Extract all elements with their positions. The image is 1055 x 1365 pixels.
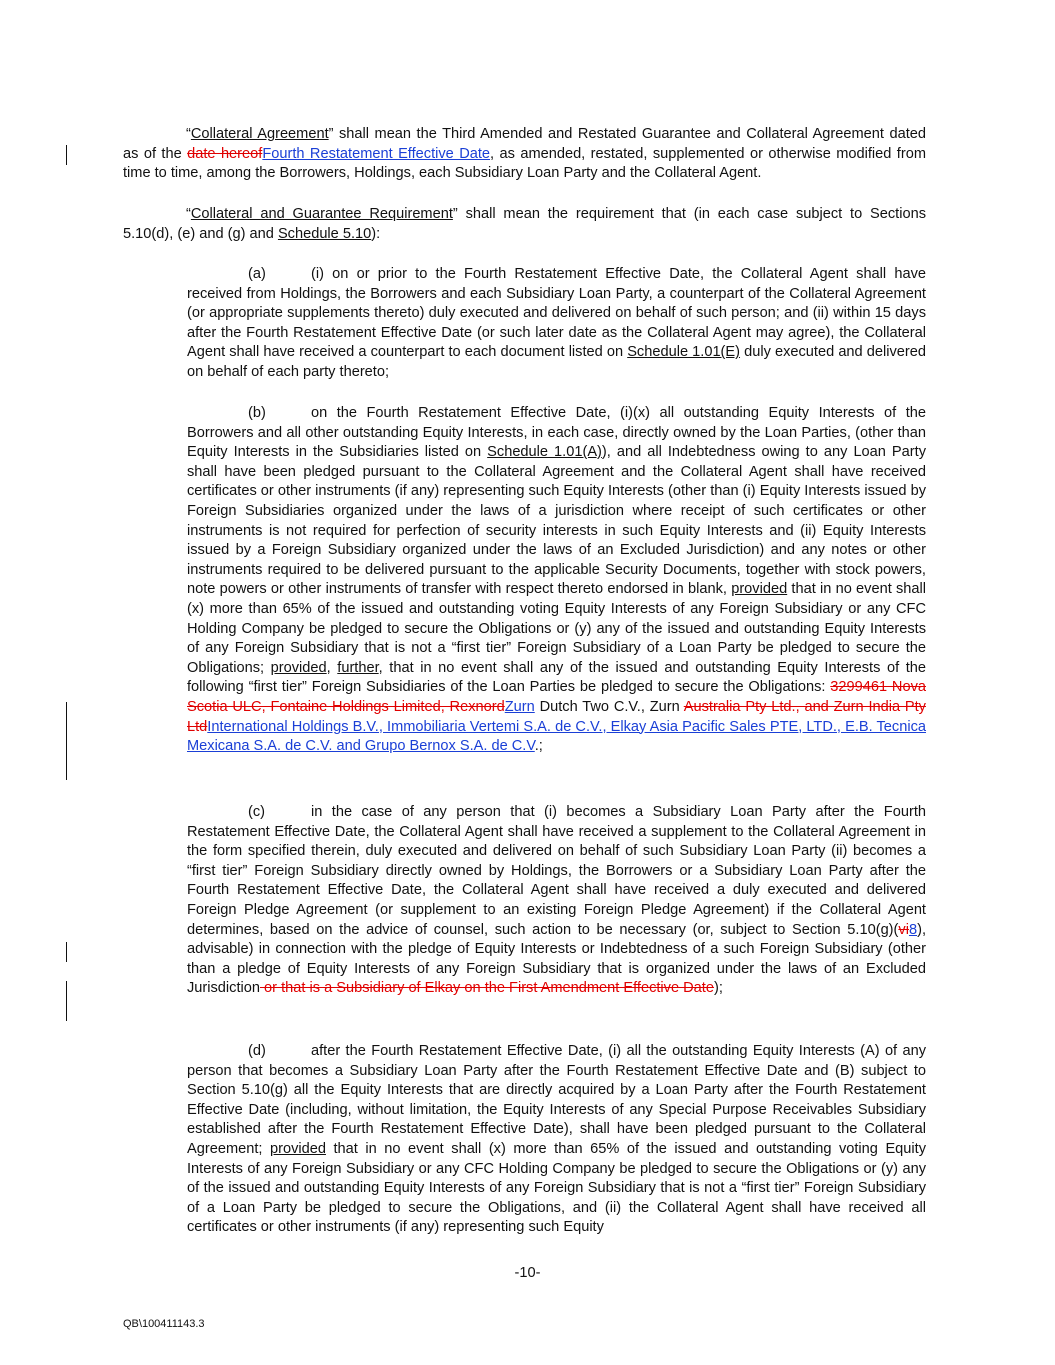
proviso-term: provided <box>269 1140 326 1157</box>
schedule-reference: Schedule 5.10 <box>277 225 372 242</box>
proviso-term: provided <box>731 581 788 598</box>
clause-d: (d) after the Fourth Restatement Effective Date, (i) all the outstanding Equity Interests (A) of any person that becomes a Subsidiary Loan Party after the Fourth Restatement Effective Date and (B) subject to Section 5.10(g) all the Equity Interests that are directly acquired by a Loan Party after the Fourth Restatement Effective Date (including, without limitation, the Equity Interests of any Special Purpose Receivables Subsidiary established after the Fourth Restatement Effective Date), shall have been pledged pursuant to the Collateral Agreement; provided that in no event shall (x) more than 65% of the issued and outstanding voting Equity Interests of any Foreign Subsidiary or any CFC Holding Company be pledged to secure the Obligations or (y) any of the issued and outstanding Equity Interests of any Foreign Subsidiary that is not a “first tier” Foreign Subsidiary of a Loan Party be pledged to secure the Obligations, and (ii) the Collateral Agent shall have received all certificates or other instruments (if any) representing such Equity <box>187 1043 927 1236</box>
definition-collateral-guarantee-requirement: “Collateral and Guarantee Requirement” shall mean the requirement that (in each case subject to Sections 5.10(d), (e) and (g) and Schedule 5.10): <box>123 206 926 242</box>
clause-label: (d) <box>248 1043 266 1059</box>
proviso-term: further <box>337 659 379 676</box>
change-bar <box>66 981 67 1021</box>
definition-collateral-agreement: “Collateral Agreement” shall mean the Third Amended and Restated Guarantee and Collateral Agreement dated as of the date hereofFourth Restatement Effective Date, as amended, restated, supplemented or otherwise modified from time to time, among the Borrowers, Holdings, each Subsidiary Loan Party and the Collateral Agent. <box>123 126 926 182</box>
clause-a: (a) (i) on or prior to the Fourth Restatement Effective Date, the Collateral Agent shall have received from Holdings, the Borrowers and each Subsidiary Loan Party, a counterpart of the Collateral Agreement (or appropriate supplements thereto) duly executed and delivered on behalf of such person; and (ii) within 15 days after the Fourth Restatement Effective Date (or such later date as the Collateral Agent may agree), the Collateral Agent shall have received a counterpart to each document listed on Schedule 1.01(E) duly executed and delivered on behalf of each party thereto; <box>187 266 926 380</box>
schedule-reference: Schedule 1.01(A) <box>487 444 602 461</box>
deleted-text: vi <box>898 921 909 938</box>
clause-c: (c) in the case of any person that (i) becomes a Subsidiary Loan Party after the Fourth Restatement Effective Date, the Collateral Agent shall have received a supplement to the Collateral Agreement in the form specified therein, duly executed and delivered on behalf of such Subsidiary Loan Party (ii) becomes a “first tier” Foreign Subsidiary directly owned by Holdings, the Borrowers or a Subsidiary Loan Party after the Fourth Restatement Effective Date, the Collateral Agent shall have received a duly executed and delivered Foreign Pledge Agreement (or supplement to an existing Foreign Pledge Agreement) if the Collateral Agent determines, based on the advice of counsel, such action to be necessary (or, subject to Section 5.10(g)(vi8), advisable) in connection with the pledge of Equity Interests or Indebtedness of a such Foreign Subsidiary (other than a pledge of Equity Interests of any Foreign Subsidiary that is organized under the laws of an Excluded Jurisdiction or that is a Subsidiary of Elkay on the First Amendment Effective Date); <box>187 804 926 997</box>
clause-b: (b) on the Fourth Restatement Effective Date, (i)(x) all outstanding Equity Interests of the Borrowers and all other outstanding Equity Interests, in each case, directly owned by the Loan Parties, (other than Equity Interests in the Subsidiaries listed on Schedule 1.01(A)), and all Indebtedness owing to any Loan Party shall have been pledged pursuant to the Collateral Agreement and the Collateral Agent shall have received certificates or other instruments (if any) representing such Equity Interests (other than (i) Equity Interests issued by Foreign Subsidiaries organized under the laws of a jurisdiction where receipt of such certificates or other instruments is not required for perfection of security interests in such Equity Interests and (ii) Equity Interests issued by a Foreign Subsidiary organized under the laws of an Excluded Jurisdiction) and any notes or other instruments required to be delivered pursuant to the applicable Security Documents, together with stock powers, note powers or other instruments of transfer with respect thereto endorsed in blank, provided that in no event shall (x) more than 65% of the issued and outstanding voting Equity Interests of any Foreign Subsidiary or any CFC Holding Company be pledged to secure the Obligations or (y) any of the issued and outstanding Equity Interests of any Foreign Subsidiary that is not a “first tier” Foreign Subsidiary of a Loan Party be pledged to secure the Obligations; provided, further, that in no event shall any of the issued and outstanding Equity Interests of the following “first tier” Foreign Subsidiaries of the Loan Parties be pledged to secure the Obligations: 3299461 Nova Scotia ULC, Fontaine Holdings Limited, RexnordZurn Dutch Two C.V., Zurn Australia Pty Ltd., and Zurn India Pty LtdInternational Holdings B.V., Immobiliaria Vertemi S.A. de C.V., Elkay Asia Pacific Sales PTE, LTD., E.B. Tecnica Mexicana S.A. de C.V. and Grupo Bernox S.A. de C.V.; <box>187 405 927 755</box>
defined-term: Collateral and Guarantee Requirement <box>190 206 453 222</box>
page-number: -10- <box>514 1265 541 1281</box>
change-bar <box>66 702 67 780</box>
document-id: QB\100411143.3 <box>123 1318 205 1330</box>
deleted-text: date hereof <box>187 145 263 162</box>
inserted-text: Zurn <box>504 698 535 715</box>
inserted-text: 8 <box>908 921 918 938</box>
clause-label: (b) <box>248 405 266 421</box>
change-bar <box>66 145 67 165</box>
inserted-text: Fourth Restatement Effective Date <box>262 145 491 162</box>
deleted-text: 3299461 Nova Scotia ULC, Fontaine Holdings Limited, Rexnord <box>187 679 926 715</box>
deleted-text: or that is a Subsidiary of Elkay on the First Amendment Effective Date <box>260 980 714 997</box>
schedule-reference: Schedule 1.01(E) <box>627 344 741 361</box>
change-bar <box>66 942 67 962</box>
clause-label: (a) <box>248 266 266 282</box>
defined-term: Collateral Agreement <box>190 126 329 142</box>
clause-label: (c) <box>248 804 266 820</box>
deleted-text: Australia Pty Ltd., and Zurn India Pty Ltd <box>187 698 926 735</box>
proviso-term: provided <box>270 659 327 676</box>
inserted-text: International Holdings B.V., Immobiliaria Vertemi S.A. de C.V., Elkay Asia Pacific Sales PTE, LTD., E.B. Tecnica Mexicana S.A. de C.V. and Grupo Bernox S.A. de C.V <box>187 718 926 755</box>
